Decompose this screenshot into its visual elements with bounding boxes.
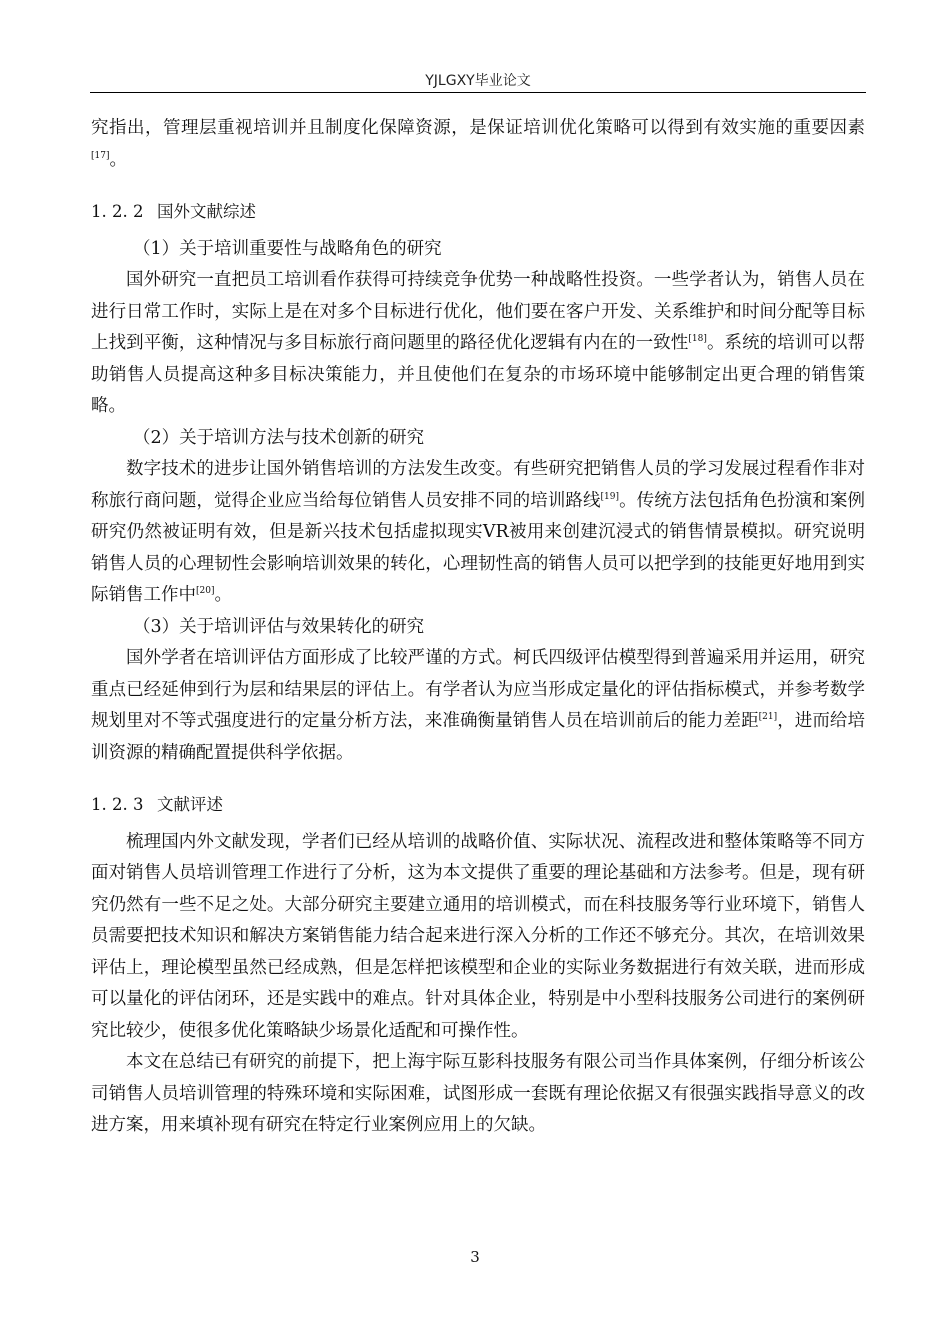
- subheading-2: （2）关于培训方法与技术创新的研究: [133, 427, 425, 448]
- paragraph-text: 。系统的培训可以帮助销售人员提高这种多目标决策能力，并且使他们在复杂的市场环境中能够制定出更合理的销售策略。: [91, 333, 866, 416]
- paragraph-text: 。传统方法包括角色扮演和案例研究仍然被证明有效，但是新兴技术包括虚拟现实VR被用来创建沉浸式的销售情景模拟。研究说明销售人员的心理韧性会影响培训效果的转化，心理韧性高的销售人员可以把学到的技能更好地用到实际销售工作中: [91, 490, 866, 605]
- document-body: [91, 113, 865, 1142]
- paragraph-text: 。: [214, 585, 232, 605]
- page-number: 3: [470, 1248, 480, 1266]
- subheading-3: （3）关于培训评估与效果转化的研究: [133, 616, 425, 637]
- citation-19: [19]: [600, 491, 620, 502]
- section-number: 1. 2. 2: [91, 202, 144, 221]
- paragraph-text: 国外学者在培训评估方面形成了比较严谨的方式。柯氏四级评估模型得到普遍采用并运用，研究重点已经延伸到行为层和结果层的评估上。有学者认为应当形成定量化的评估指标模式，并参考数学规划里对不等式强度进行的定量分析方法，来准确衡量销售人员在培训前后的能力差距: [91, 648, 865, 731]
- citation-21: [21]: [758, 712, 778, 722]
- citation-20: [20]: [196, 586, 215, 596]
- paragraph-text: 数字技术的进步让国外销售培训的方法发生改变。有些研究把销售人员的学习发展过程看作非对称旅行商问题，觉得企业应当给每位销售人员安排不同的培训路线: [91, 459, 865, 511]
- subheading-1: （1）关于培训重要性与战略角色的研究: [133, 238, 442, 259]
- paragraph-text: 国外研究一直把员工培训看作获得可持续竞争优势一种战略性投资。一些学者认为，销售人员在进行日常工作时，实际上是在对多个目标进行优化，他们要在客户开发、关系维护和时间分配等目标上找到平衡，这种情况与多目标旅行商问题里的路径优化逻辑有内在的一致性: [91, 270, 865, 353]
- paragraph-training-importance: [91, 265, 865, 423]
- citation-17: [17]: [91, 150, 110, 161]
- page-header: YJLGXY毕业论文: [425, 73, 531, 89]
- intro-paragraph: [91, 113, 865, 176]
- section-number: 1. 2. 3: [91, 795, 144, 814]
- intro-tail: 。: [109, 149, 127, 170]
- paragraph-text: ，进而给培训资源的精确配置提供科学依据。: [91, 711, 866, 763]
- citation-18: [18]: [688, 334, 707, 344]
- paragraph-training-methods: [91, 454, 865, 612]
- paragraph-literature-review: 梳理国内外文献发现，学者们已经从培训的战略价值、实际状况、流程改进和整体策略等不同方面对销售人员培训管理工作进行了分析，这为本文提供了重要的理论基础和方法参考。但是，现有研究仍然有一些不足之处。大部分研究主要建立通用的培训模式，而在科技服务等行业环境下，销售人员需要把技术知识和解决方案销售能力结合起来进行深入分析的工作还不够充分。其次，在培训效果评估上，理论模型虽然已经成熟，但是怎样把该模型和企业的实际业务数据进行有效关联，进而形成可以量化的评估闭环，还是实践中的难点。针对具体企业，特别是中小型科技服务公司进行的案例研究比较少，使很多优化策略缺少场景化适配和可操作性。: [91, 831, 865, 1041]
- intro-text: 究指出，管理层重视培训并且制度化保障资源，是保证培训优化策略可以得到有效实施的重要因素: [91, 118, 865, 138]
- section-title: 国外文献综述: [157, 202, 256, 221]
- section-heading-1-2-3: [91, 789, 865, 821]
- paragraph-research-aim: 本文在总结已有研究的前提下，把上海宇际互影科技服务有限公司当作具体案例，仔细分析该公司销售人员培训管理的特殊环境和实际困难，试图形成一套既有理论依据又有很强实践指导意义的改进方案，用来填补现有研究在特定行业案例应用上的欠缺。: [91, 1052, 865, 1135]
- section-heading-1-2-2: [91, 196, 865, 228]
- section-title: 文献评述: [157, 795, 223, 814]
- header-rule: [90, 92, 866, 93]
- paragraph-training-evaluation: [91, 643, 865, 769]
